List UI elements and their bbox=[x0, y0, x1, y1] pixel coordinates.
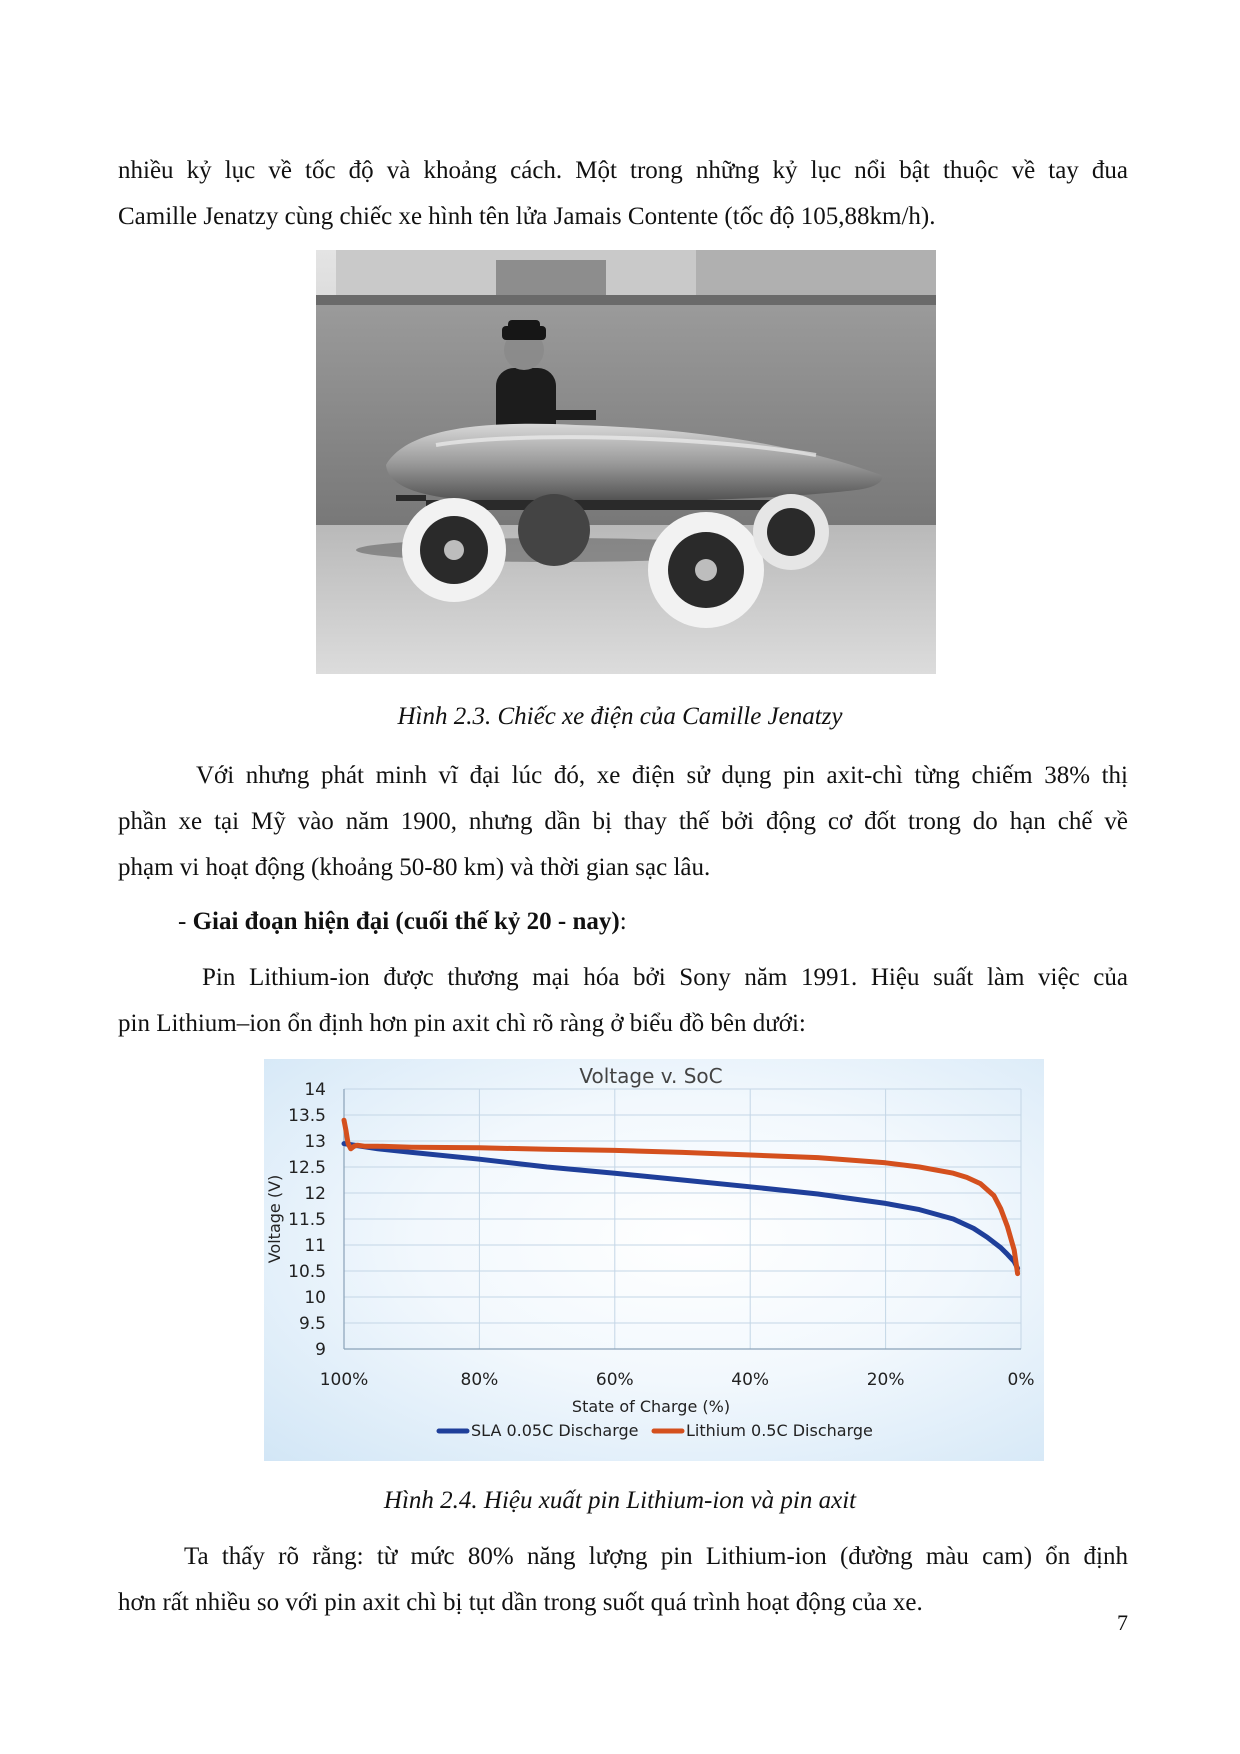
y-tick-label: 10.5 bbox=[288, 1262, 326, 1282]
y-tick-label: 9.5 bbox=[298, 1314, 326, 1334]
paragraph-4 bbox=[118, 1534, 1128, 1626]
paragraph-4-line-2: hơn rất nhiều so với pin axit chì bị tụt dần trong suốt quá trình hoạt động của xe. bbox=[118, 1589, 923, 1616]
page-number: 7 bbox=[1117, 1610, 1128, 1635]
paragraph-2 bbox=[118, 753, 1128, 891]
paragraph-2-line-2: phần xe tại Mỹ vào năm 1900, nhưng dần bị thay thế bởi động cơ đốt trong do hạn chế về bbox=[118, 808, 1128, 835]
paragraph-1-line-2: Camille Jenatzy cùng chiếc xe hình tên lửa Jamais Contente (tốc độ 105,88km/h). bbox=[118, 203, 936, 230]
y-axis-label: Voltage (V) bbox=[265, 1174, 284, 1264]
x-tick-label: 60% bbox=[595, 1370, 634, 1390]
figure-2-3-caption: Hình 2.3. Chiếc xe điện của Camille Jenatzy bbox=[397, 703, 843, 730]
section-heading-bold: Giai đoạn hiện đại (cuối thế kỷ 20 - nay) bbox=[192, 908, 620, 935]
jenatzy-car-illustration bbox=[316, 250, 936, 674]
section-heading bbox=[178, 908, 627, 936]
y-tick-label: 12 bbox=[304, 1184, 326, 1204]
y-tick-label: 13 bbox=[304, 1132, 326, 1152]
voltage-soc-chart bbox=[264, 1059, 1044, 1461]
y-tick-label: 13.5 bbox=[288, 1106, 326, 1126]
x-tick-label: 20% bbox=[866, 1370, 905, 1390]
series-line-lithium bbox=[344, 1120, 1018, 1273]
paragraph-1 bbox=[118, 148, 1128, 240]
series-line-sla bbox=[344, 1144, 1018, 1269]
y-tick-label: 10 bbox=[304, 1288, 326, 1308]
y-tick-label: 11 bbox=[304, 1236, 326, 1256]
paragraph-3-line-1: Pin Lithium-ion được thương mại hóa bởi Sony năm 1991. Hiệu suất làm việc của bbox=[202, 964, 1128, 991]
paragraph-4-line-1: Ta thấy rõ rằng: từ mức 80% năng lượng pin Lithium-ion (đường màu cam) ổn định bbox=[184, 1543, 1128, 1570]
y-tick-label: 9 bbox=[315, 1340, 326, 1360]
section-heading-suffix: : bbox=[619, 908, 627, 935]
x-tick-label: 0% bbox=[1007, 1370, 1035, 1390]
chart-title: Voltage v. SoC bbox=[579, 1064, 723, 1088]
jenatzy-car-photo bbox=[316, 250, 936, 674]
x-axis-label: State of Charge (%) bbox=[571, 1397, 731, 1416]
paragraph-2-line-1: Với nhưng phát minh vĩ đại lúc đó, xe điện sử dụng pin axit-chì từng chiếm 38% thị bbox=[196, 762, 1128, 789]
legend-label-lithium: Lithium 0.5C Discharge bbox=[686, 1421, 873, 1440]
paragraph-3 bbox=[118, 955, 1128, 1047]
x-tick-label: 100% bbox=[319, 1370, 369, 1390]
y-tick-label: 12.5 bbox=[288, 1158, 326, 1178]
legend-label-sla: SLA 0.05C Discharge bbox=[471, 1421, 639, 1440]
voltage-soc-chart-svg bbox=[264, 1059, 1044, 1461]
paragraph-1-line-1: nhiều kỷ lục về tốc độ và khoảng cách. Một trong những kỷ lục nổi bật thuộc về tay đua bbox=[118, 157, 1128, 184]
y-tick-label: 11.5 bbox=[288, 1210, 326, 1230]
y-tick-label: 14 bbox=[304, 1080, 326, 1100]
figure-2-4-caption: Hình 2.4. Hiệu xuất pin Lithium-ion và pin axit bbox=[383, 1487, 857, 1514]
paragraph-2-line-3: phạm vi hoạt động (khoảng 50-80 km) và thời gian sạc lâu. bbox=[118, 854, 711, 881]
x-tick-label: 40% bbox=[731, 1370, 770, 1390]
paragraph-3-line-2: pin Lithium–ion ổn định hơn pin axit chì rõ ràng ở biểu đồ bên dưới: bbox=[118, 1010, 806, 1037]
x-tick-label: 80% bbox=[460, 1370, 499, 1390]
section-heading-prefix: - bbox=[178, 908, 193, 935]
